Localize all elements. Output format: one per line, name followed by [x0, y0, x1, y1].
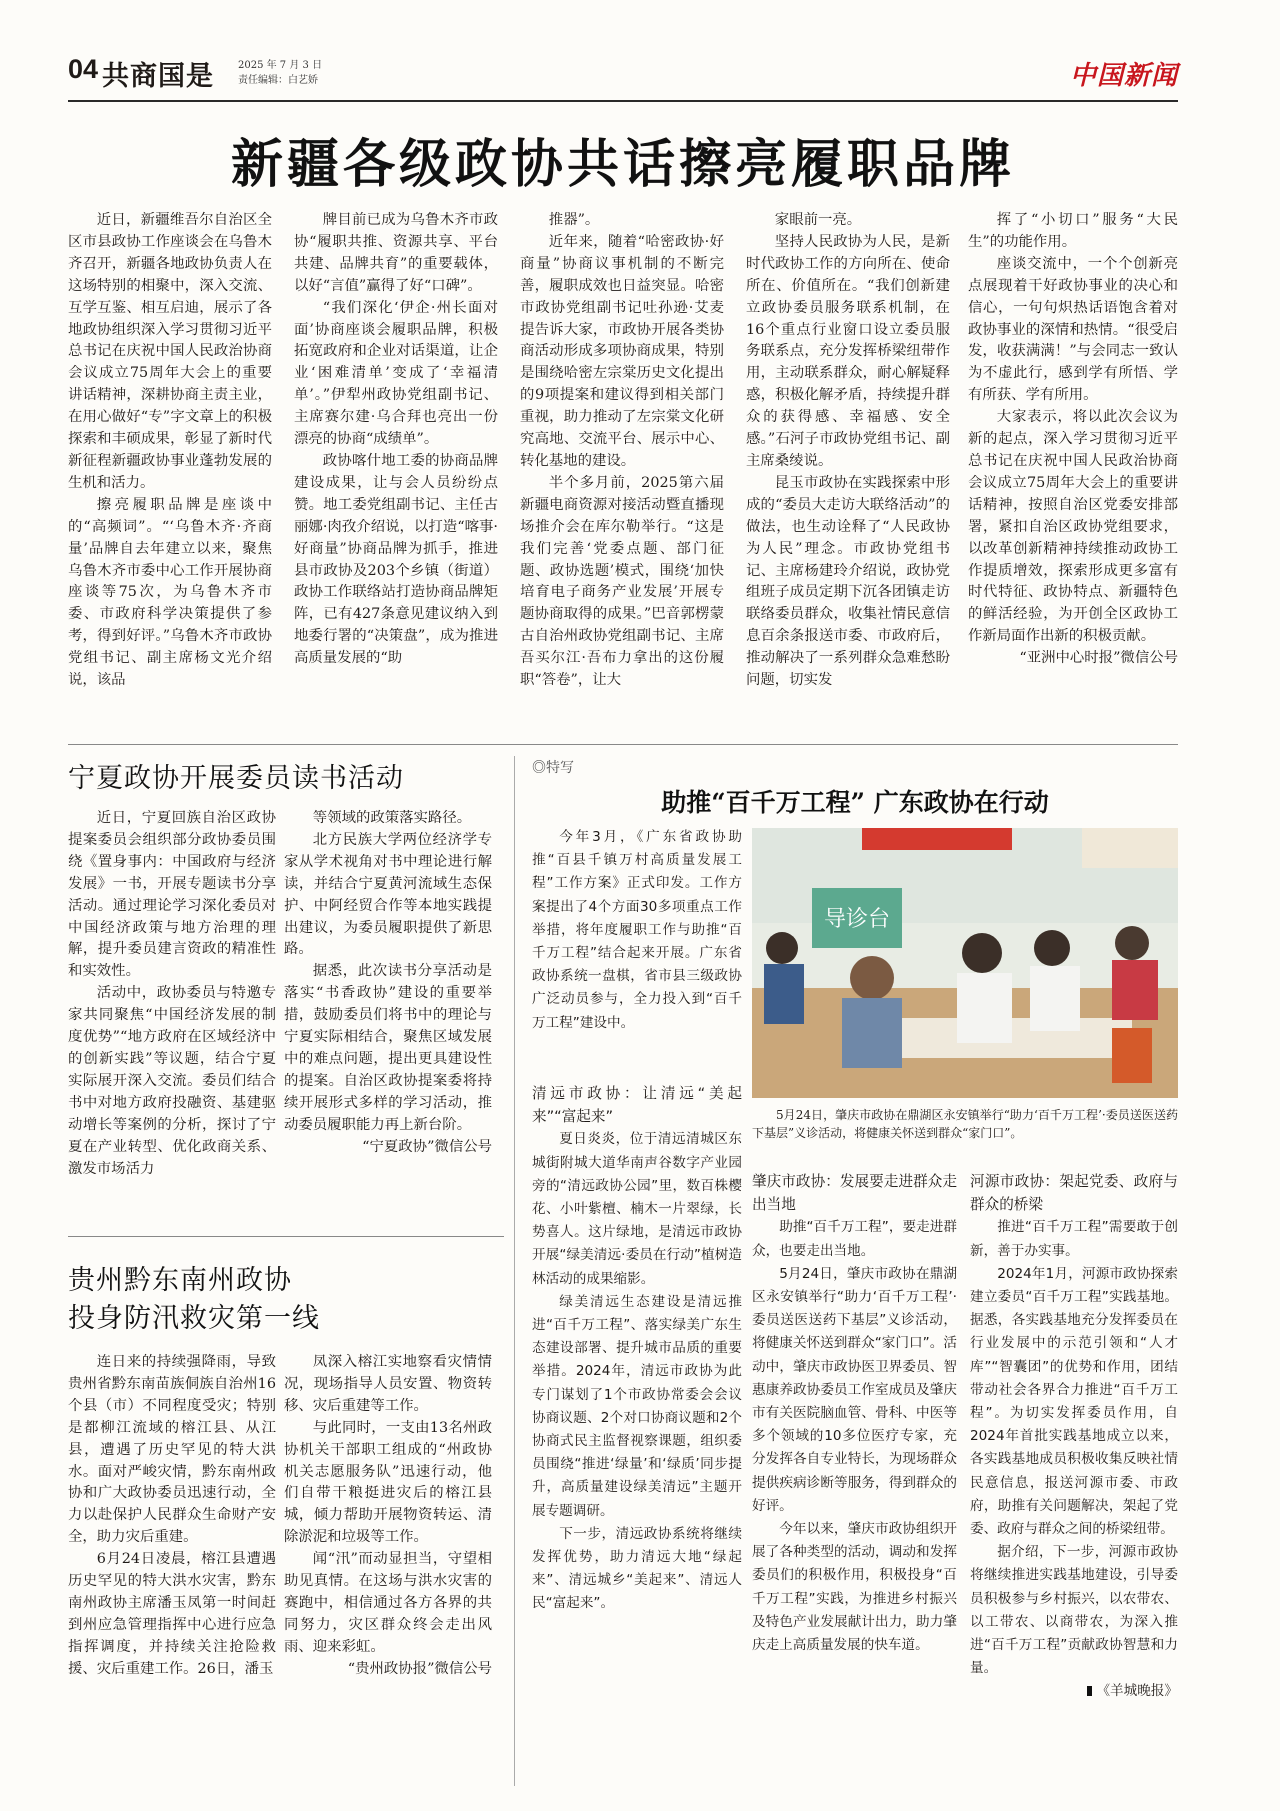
xinjiang-column-2: [294, 210, 498, 735]
section-name: 共商国是: [102, 61, 214, 92]
xinjiang-column-5-body: [968, 210, 1178, 648]
issue-date: 2025 年 7 月 3 日: [238, 60, 323, 71]
guizhou-title-line-2: 投身防汛救灾第一线: [68, 1303, 320, 1334]
paragraph: 与此同时，一支由13名州政协机关干部职工组成的“州政协机关志愿服务队”迅速行动，他们自带干粮挺进灾后的榕江县城，倾力帮助开展物资转运、清除淤泥和垃圾等工作。: [284, 1419, 492, 1546]
paragraph: 等领域的政策落实路径。: [312, 810, 472, 826]
xinjiang-column-4: [746, 210, 950, 735]
end-mark: [1087, 1686, 1092, 1696]
paragraph: “我们深化‘伊企·州长面对面’协商座谈会履职品牌，积极拓宽政府和企业对话渠道，让企业‘困难清单’变成了‘幸福清单’。”伊犁州政协党组副书记、主席赛尔建·乌合拜也亮出一份漂亮的协商“成绩单”。: [294, 299, 498, 448]
paragraph: 闻“汛”而动显担当，守望相助见真情。在这场与洪水灾害的赛跑中，相信通过各方各界的共同努力，灾区群众终会走出风雨、迎来彩虹。: [284, 1551, 492, 1655]
paragraph: 半个多月前，2025第六届新疆电商资源对接活动暨直播现场推介会在库尔勒举行。“这是我们完善‘党委点题、部门征题、政协选题’模式，围绕‘加快培育电子商务产业发展’开展专题协商取得的成果。”巴音郭楞蒙古自治州政协党组副书记、主席吾买尔江·吾布力拿出的这份履职“答卷”，让大: [520, 474, 724, 689]
paragraph: 坚持人民政协为人民，是新时代政协工作的方向所在、使命所在、价值所在。“我们创新建立政协委员服务联系机制，在16个重点行业窗口设立委员服务联系点，充分发挥桥梁纽带作用，主动联系群众，耐心解疑释惑，积极化解矛盾，持续提升群众的获得感、幸福感、安全感。”石河子市政协党组书记、副主席桑绫说。: [746, 233, 950, 469]
paragraph: 政协喀什地工委的协商品牌建设成果，让与会人员纷纷点赞。地工委党组副书记、主任古丽娜·肉孜介绍说，以打造“喀事·好商量”协商品牌为抓手，推进县市政协及203个乡镇（街道）政协工作联络站打造协商品牌矩阵，已有427条意见建议纳入到地委行署的“决策盘”，成为推进高质量发展的“助: [294, 452, 498, 667]
paragraph: 今年3月，《广东省政协助推“百县千镇万村高质量发展工程”工作方案》正式印发。工作方案提出了4个方面30多项重点工作举措，将年度履职工作与助推“百千万工程”结合起来开展。广东省政协系统一盘棋，省市县三级政协广泛动员参与，全力投入到“百千万工程”建设中。: [532, 829, 742, 1031]
section-divider: [68, 744, 1178, 745]
ningxia-column-2-body: [284, 808, 492, 1137]
paragraph: 大家表示，将以此次会议为新的起点，深入学习贯彻习近平总书记在庆祝中国人民政治协商会议成立75周年大会上的重要讲话精神，按照自治区党委安排部署，紧扣自治区政协党组要求，以改革创新精神持续推动政协工作提质增效，探索形成更多富有时代特征、政协特点、新疆特色的鲜活经验，为开创全区政协工作新局面作出新的积极贡献。: [968, 409, 1178, 645]
paragraph: 推器”。: [548, 212, 600, 228]
xinjiang-column-1: [68, 210, 272, 735]
page-number: 04: [68, 54, 99, 84]
paragraph: 绿美清远生态建设是清远推进“百千万工程”、落实绿美广东生态建设部署、提升城市品质的重要举措。2024年，清远市政协为此专门谋划了1个市政协常委会会议协商议题、2个对口协商议题和2个协商式民主监督视察课题，组织委员围绕“推进‘绿量’和‘绿质’同步提升，高质量建设绿美清远”主题开展专题调研。: [532, 1293, 742, 1519]
paragraph: 助推“百千万工程”，要走进群众，也要走出当地。: [752, 1219, 957, 1259]
guizhou-source: “贵州政协报”微信公号: [347, 1660, 492, 1677]
paragraph: 活动中，政协委员与特邀专家共同聚焦“中国经济发展的制度优势”“地方政府在区域经济中的创新实践”等议题，结合宁夏实际展开深入交流。委员们结合书中对地方政府投融资、基建驱动增长等案例的分析，探讨了宁夏在产业转型、优化政商关系、激发市场活力: [68, 985, 276, 1177]
paragraph: 据介绍，下一步，河源市政协将继续推进实践基地建设，引导委员积极参与乡村振兴，以农带农、以工带农、以商带农，为深入推进“百千万工程”贡献政协智慧和力量。: [970, 1544, 1178, 1677]
ningxia-column-1: [68, 808, 276, 1223]
zhaoqing-section: [752, 1170, 957, 1787]
page-headline: 新疆各级政协共话擦亮履职品牌: [230, 134, 1015, 195]
paragraph: 推进“百千万工程”需要敢于创新，善于办实事。: [970, 1219, 1178, 1259]
newspaper-logo: 中国新闻: [1069, 61, 1178, 91]
paragraph: 近年来，随着“哈密政协·好商量”协商议事机制的不断完善，履职成效也日益突显。哈密市政协党组副书记吐孙逊·艾麦提告诉大家，市政协开展各类协商活动形成多项协商成果，特别是围绕哈密左宗棠历史文化提出的9项提案和建议得到相关部门重视，助力推动了左宗棠文化研究高地、交流平台、展示中心、转化基地的建设。: [520, 233, 724, 469]
qingyuan-subhead: 清远市政协：让清远“美起来”“富起来”: [532, 1085, 742, 1126]
paragraph: 凤深入榕江实地察看灾情情况，现场指导人员安置、物资转移、灾后重建等工作。: [284, 1354, 492, 1414]
masthead-rule: [68, 100, 1178, 102]
ningxia-column-2: [284, 808, 492, 1223]
xinjiang-article: [68, 210, 1178, 735]
paragraph: 据悉，此次读书分享活动是落实“书香政协”建设的重要举措，鼓励委员们将书中的理论与宁夏实际相结合，聚焦区域发展中的难点问题，提出更具建设性的提案。自治区政协提案委将持续开展形式多样的学习活动，推动委员履职能力再上新台阶。: [284, 963, 492, 1133]
xinjiang-source: “亚洲中心时报”微信公号: [1019, 650, 1178, 667]
guangdong-source: 《羊城晚报》: [1096, 1683, 1178, 1700]
heyuan-source-line: [970, 1680, 1178, 1703]
xinjiang-column-3: [520, 210, 724, 735]
paragraph: 下一步，清远政协系统将继续发挥优势，助力清远大地“绿起来”、清远城乡“美起来”、清远人民“富起来”。: [532, 1525, 742, 1612]
paragraph: 5月24日，肇庆市政协在鼎湖区永安镇举行“助力‘百千万工程’·委员送医送药下基层”义诊活动，将健康关怀送到群众“家门口”。活动中，肇庆市政协医卫界委员、智惠康养政协委员工作室成员及肇庆市有关医院脑血管、骨科、中医等多个领域的10多位医疗专家，充分发挥各自专业特长，为现场群众提供疾病诊断等服务，得到群众的好评。: [752, 1265, 957, 1514]
paragraph: 连日来的持续强降雨，导致贵州省黔东南苗族侗族自治州16个县（市）不同程度受灾；特别是都柳江流域的榕江县、从江县，遭遇了历史罕见的特大洪水。面对严峻灾情，黔东南州政协和广大政协委员迅速行动，全力以赴保护人民群众生命财产安全，助力灾后重建。: [68, 1354, 276, 1546]
paragraph: 近日，宁夏回族自治区政协提案委员会组织部分政协委员围绕《置身事内：中国政府与经济发展》一书，开展专题读书分享活动。通过理论学习深化委员对中国经济政策与地方治理的理解，提升委员建言资政的精准性和实效性。: [68, 810, 276, 980]
guizhou-column-2: [284, 1352, 492, 1772]
qingyuan-section: [532, 1082, 742, 1787]
paragraph: 夏日炎炎，位于清远清城区东城街附城大道华南声谷数字产业园旁的“清远政协公园”里，数百株樱花、小叶紫檀、楠木一片翠绿，长势喜人。这片绿地，是清远市政协开展“绿美清远·委员在行动”植树造林活动的成果缩影。: [532, 1131, 742, 1287]
guizhou-column-2-body: [284, 1352, 492, 1659]
clinic-sign-text: 导诊台: [824, 907, 891, 932]
photo-caption: 5月24日，肇庆市政协在鼎湖区永安镇举行“助力‘百千万工程’·委员送医送药下基层”义诊活动，将健康关怀送到群众“家门口”。: [752, 1108, 1178, 1140]
heyuan-section: [970, 1170, 1178, 1787]
paragraph: 今年以来，肇庆市政协组织开展了各种类型的活动，调动和发挥委员们的积极作用，积极投身“百千万工程”实践，为推进乡村振兴及特色产业发展献计出力，助力肇庆走上高质量发展的快车道。: [752, 1521, 957, 1654]
clinic-photo: [752, 828, 1178, 1098]
qingyuan-body: [532, 1128, 742, 1615]
guizhou-column-1: [68, 1352, 276, 1772]
heyuan-body: [970, 1216, 1178, 1680]
guangdong-title: 助推“百千万工程” 广东政协在行动: [661, 788, 1049, 817]
paragraph: 6月24日凌晨，榕江县遭遇历史罕见的特大洪水灾害，黔东南州政协主席潘玉凤第一时间赶到州应急管理指挥中心进行应急指挥调度，并持续关注抢险救援、灾后重建工作。26日，潘玉: [68, 1551, 276, 1677]
paragraph: 擦亮履职品牌是座谈中的“高频词”。“‘乌鲁木齐·齐商量’品牌自去年建立以来，聚焦乌鲁木齐市委中心工作开展协商座谈等75次，为乌鲁木齐市委、市政府科学决策提供了参考，得到好评。”乌鲁木齐市政协党组书记、副主席杨文光介绍说，该品: [68, 496, 272, 689]
paragraph: 家眼前一亮。: [774, 212, 862, 228]
xinjiang-column-5: [968, 210, 1178, 735]
masthead: [68, 48, 1178, 98]
issue-meta: [238, 58, 322, 88]
ningxia-source: “宁夏政协”微信公号: [362, 1138, 492, 1155]
paragraph: 北方民族大学两位经济学专家从学术视角对书中理论进行解读，并结合宁夏黄河流域生态保护、中阿经贸合作等本地实践提出建议，为委员履职提供了新思路。: [284, 831, 492, 958]
zhaoqing-body: [752, 1216, 957, 1657]
ningxia-divider: [68, 1236, 504, 1237]
guizhou-title-line-1: 贵州黔东南州政协: [68, 1265, 292, 1296]
paragraph: 牌目前已成为乌鲁木齐市政协“履职共推、资源共享、平台共建、品牌共育”的重要载体，以好“言值”赢得了好“口碑”。: [294, 212, 498, 294]
paragraph: 2024年1月，河源市政协探索建立委员“百千万工程”实践基地。据悉，各实践基地充分发挥委员在行业发展中的示范引领和“人才库”“智囊团”的优势和作用，团结带动社会各界合力推进“百千万工程”。为切实发挥委员作用，自2024年首批实践基地成立以来，各实践基地成员积极收集反映社情民意信息，报送河源市委、市政府，助推有关问题解决，架起了党委、政府与群众之间的桥梁纽带。: [970, 1265, 1178, 1538]
clinic-photo-illustration: [752, 828, 1178, 1098]
guangdong-intro: [532, 826, 742, 1076]
guizhou-title: [68, 1262, 320, 1338]
paragraph: 座谈交流中，一个个创新亮点展现着干好政协事业的决心和信心，一句句炽热话语饱含着对政协事业的深情和热情。“很受启发，收获满满！”与会同志一致认为不虚此行，感到学有所悟、学有所获、学有所用。: [968, 255, 1178, 404]
paragraph: 昆玉市政协在实践探索中形成的“委员大走访大联络活动”的做法，也生动诠释了“人民政协为人民”理念。市政协党组书记、主席杨建玲介绍说，政协党组班子成员定期下沉各团镇走访联络委员群众，收集社情民意信息百余条报送市委、市政府后，推动解决了一系列群众急难愁盼问题，切实发: [746, 474, 950, 689]
feature-tag: ◎特写: [532, 759, 574, 775]
editor-credit: 责任编辑：白艺娇: [238, 75, 318, 86]
paragraph: 近日，新疆维吾尔自治区全区市县政协工作座谈会在乌鲁木齐召开，新疆各地政协负责人在这场特别的相聚中，深入交流、互学互鉴、相互启迪，展示了各地政协组织深入学习贯彻习近平总书记在庆祝中国人民政治协商会议成立75周年大会上的重要讲话精神，深耕协商主责主业，在用心做好“专”字文章上的积极探索和丰硕成果，彰显了新时代新征程新疆政协事业蓬勃发展的生机和活力。: [68, 212, 272, 491]
column-divider: [514, 756, 515, 1786]
zhaoqing-subhead: 肇庆市政协：发展要走进群众走出当地: [752, 1173, 957, 1214]
heyuan-subhead: 河源市政协：架起党委、政府与群众的桥梁: [970, 1173, 1178, 1214]
ningxia-title: 宁夏政协开展委员读书活动: [68, 763, 404, 794]
paragraph: 挥了“小切口”服务“大民生”的功能作用。: [968, 212, 1178, 250]
